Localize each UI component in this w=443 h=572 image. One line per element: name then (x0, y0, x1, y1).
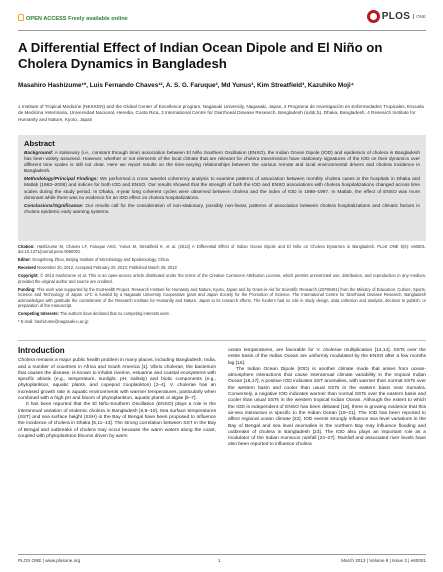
citation: Citation: Hashizume M, Chaves LF, Faruque ASG, Yunus M, Streatfield K, et al. (2013) A Differential Effect of Indian Ocean Dipole and El Niño on Cholera Dynamics in Bangladesh. PLoS ONE 8(3): e60001. doi:10.1371/journal.pone.0060001 (18, 244, 426, 255)
abstract-conclusions: Conclusions/Significance: Our results call for the consideration of non-stationary, possibly non-linear, patterns of association between cholera hospitalizations and climatic factors in cholera epidemic early warning systems. (24, 203, 420, 215)
left-column (18, 348, 216, 440)
funding: Funding: This work was supported by the EcoHealth Project, Research Institute for Humanity and Nature, Kyoto, Japan and by Grant-in-Aid for Scientific Research (20790461) from the Ministry of Education, Culture, Sports, Science and Technology of Japan. LFC is funded by a Nagasaki University Cooperative grant and Japan Society for the Promotion of Science. The International Centre for Diarrhoeal Disease Research, Bangladesh acknowledges with gratitude the commitment of the Research Institute for Humanity and Nature, Japan to its research efforts. The funders had no role in study design, data collection and analysis, decision to publish, or preparation of the manuscript. (18, 286, 426, 309)
right-column (228, 348, 426, 449)
intro-paragraph: The Indian Ocean Dipole (IOD) is another climate mode that arises from ocean-atmosphere interactions that cause interannual climate variability in the tropical Indian Ocean [16,17]. A positive IOD indicates SST anomalies, with warmer than normal SSTs over the western basin and cooler than usual SSTs in the eastern basin near Sumatra. Conversely, a negative IOD indicates warmer than normal SSTs over the eastern basin and cooler than usual SSTs in the western tropical Indian Ocean. Although the extent to which the IOD is independent of ENSO has been debated [18], there is growing evidence that this air-sea interaction is specific to the Indian Ocean [19–21]. The IOD has been reported to affect regional ocean climate [22]. IOD events strongly influence sea level variations in the Bay of Bengal and sea level anomalies in the northern Bay may influence flooding and outbreaks of cholera in Bangladesh [23]. The IOD also plays an important role as a modulator of the Indian monsoon rainfall [24–27]. Rainfall and associated river levels have also been reported to influence cholera (228, 366, 426, 448)
header-divider (18, 30, 426, 31)
author-list: Masahiro Hashizume¹*, Luis Fernando Chaves¹², A. S. G. Faruque³, Md Yunus³, Kim Streatfield³, Kazuhiko Moji⁴ (18, 82, 354, 89)
editor: Editor: Dongsheng Zhou, Beijing Institute of Microbiology and Epidemiology, China (18, 257, 169, 263)
copyright: Copyright: © 2013 Hashizume et al. This is an open-access article distributed under the terms of the Creative Commons Attribution License, which permits unrestricted use, distribution, and reproduction in any medium, provided the original author and source are credited. (18, 273, 427, 284)
journal-header (18, 10, 426, 28)
abstract-box (18, 135, 426, 241)
open-access-badge: OPEN ACCESS Freely available online (18, 14, 128, 22)
dates: Received November 20, 2012; Accepted February 20, 2013; Published March 29, 2013 (18, 265, 177, 271)
footer-journal-url: PLOS ONE | www.plosone.org (18, 558, 81, 563)
metadata-divider (18, 340, 426, 341)
corresponding-email[interactable]: * E-mail: hashizume@nagasaki-u.ac.jp (18, 319, 89, 325)
competing-interests: Competing Interests: The authors have declared that no competing interests exist. (18, 311, 170, 317)
intro-paragraph: ocean temperatures, are favorable for V. cholerae multiplication [12,14]. SSTs over the entire basin of the Indian Ocean are uniformly modulated by the ENSO after a few months lag [15]. (228, 348, 426, 366)
footer-issue-info: March 2013 | Volume 8 | Issue 3 | e60001 (341, 558, 426, 563)
page-number: 1 (218, 558, 221, 563)
open-lock-icon (18, 14, 24, 21)
article-title: A Differential Effect of Indian Ocean Dipole and El Niño on Cholera Dynamics in Bangladesh (18, 40, 383, 71)
plos-one-logo: PLOS ONE (367, 10, 426, 23)
abstract-methods: Methodology/Principal Findings: We performed a cross wavelet coherency analysis to examine patterns of association between monthly cholera cases in the hospitals in Dhaka and Matlab (1983–2008) and indices for both IOD and ENSO. Our results showed that the strength of both the IOD and ENSO associations with cholera hospitalizations changed across time scales during the study period. In Dhaka, 4-year long coherent cycles were observed between cholera and the index of IOD in 1988–1997. In Matlab, the effect of ENSO was more dominant while there was no evidence for an IOD effect on cholera hospitalizations. (24, 177, 420, 201)
abstract-heading: Abstract (24, 139, 55, 148)
article-metadata (18, 244, 426, 327)
intro-paragraph: Cholera remains a major public health problem in many places, including Bangladesh, India, and a number of countries in Africa and South America [1]. Vibrio cholerae, the bacterium that causes the disease, is known to inhabit riverine, estuarine and coastal ecosystems with specific abiotic (e.g., temperature, sunlight, pH, salinity) and biotic components (e.g., phytoplankton, aquatic plants, and copepod zooplankton) [2–4]. V. cholerae has an increased growth rate in aquatic environments with warmer temperatures, particularly when combined with a high pH and bloom of phytoplankton, aquatic plants or algae [5–7]. (18, 358, 216, 402)
plos-logo-icon (367, 10, 380, 23)
affiliations: 1 Institute of Tropical Medicine (NEKKEN) and the Global Center of Excellence program, Nagasaki University, Nagasaki, Japan, 2 Programa de Investigación en Enfermedades Tropicales, Escuela de Medicina Veterinaria, Universidad Nacional, Heredia, Costa Rica, 3 International Centre for Diarrhoeal Disease Research, Bangladesh (icddr,b), Dhaka, Bangladesh, 4 Research Institute for Humanity and Nature, Kyoto, Japan (18, 104, 424, 122)
intro-paragraph: It has been reported that the El Niño-Southern Oscillation (ENSO) plays a role in the interannual variation of endemic cholera in Bangladesh [6,8–10]. Sea surface temperatures (SST) and sea surface height (SSH) in the Bay of Bengal have been proposed to influence the incidence of cholera in Dhaka [6,11–13]. The strong correlation between SST in the Bay of Bengal and outbreaks of cholera may occur because the warm waters along the coast, coupled with phytoplankton blooms driven by warm (18, 402, 216, 439)
abstract-background: Background: A stationary (i.e., constant through time) association between El Niño Southern Oscillation (ENSO), the Indian Ocean Dipole (IOD) and epidemics of cholera in Bangladesh has been widely assumed. However, whether or not elements of the local climate that are relevant for cholera transmission have stationary signatures of the IOD on their dynamics over different time scales is still not clear. Here we report results on the time-varying relationships between the various remote and local environmental drivers and cholera incidence in Bangladesh. (24, 151, 420, 175)
page-footer (18, 554, 426, 564)
introduction-heading: Introduction (18, 346, 65, 355)
